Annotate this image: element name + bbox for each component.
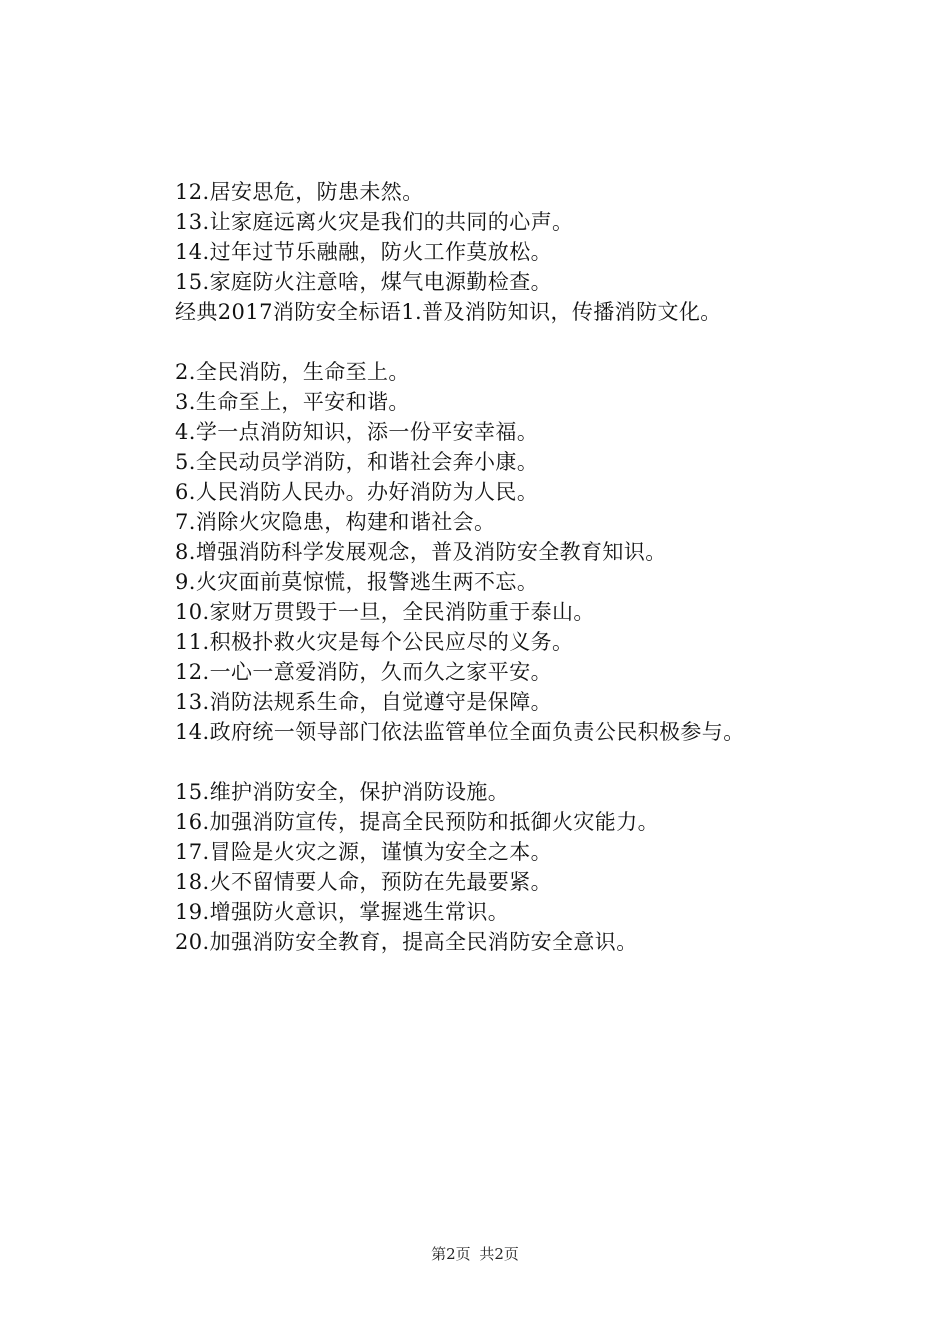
paragraph-gap bbox=[175, 327, 875, 357]
text-line: 15.维护消防安全，保护消防设施。 bbox=[175, 780, 510, 804]
text-line: 11.积极扑救火灾是每个公民应尽的义务。 bbox=[175, 630, 574, 654]
text-line: 12.居安思危，防患未然。 bbox=[175, 180, 424, 204]
text-line: 20.加强消防安全教育，提高全民消防安全意识。 bbox=[175, 930, 638, 954]
page-footer bbox=[0, 1243, 950, 1264]
text-line: 18.火不留情要人命，预防在先最要紧。 bbox=[175, 870, 552, 894]
text-line: 9.火灾面前莫惊慌，报警逃生两不忘。 bbox=[175, 570, 539, 594]
text-line: 经典2017消防安全标语1.普及消防知识，传播消防文化。 bbox=[175, 300, 722, 324]
text-line: 13.让家庭远离火灾是我们的共同的心声。 bbox=[175, 210, 574, 234]
text-line: 13.消防法规系生命，自觉遵守是保障。 bbox=[175, 690, 552, 714]
text-line: 4.学一点消防知识，添一份平安幸福。 bbox=[175, 420, 539, 444]
paragraph-gap bbox=[175, 747, 875, 777]
document-body bbox=[175, 177, 875, 957]
text-line: 5.全民动员学消防，和谐社会奔小康。 bbox=[175, 450, 539, 474]
text-line: 10.家财万贯毁于一旦，全民消防重于泰山。 bbox=[175, 600, 595, 624]
text-line: 8.增强消防科学发展观念，普及消防安全教育知识。 bbox=[175, 540, 667, 564]
text-line: 3.生命至上，平安和谐。 bbox=[175, 390, 410, 414]
text-line: 16.加强消防宣传，提高全民预防和抵御火灾能力。 bbox=[175, 810, 659, 834]
text-line: 6.人民消防人民办。办好消防为人民。 bbox=[175, 480, 539, 504]
text-line: 2.全民消防，生命至上。 bbox=[175, 360, 410, 384]
text-line: 14.政府统一领导部门依法监管单位全面负责公民积极参与。 bbox=[175, 720, 745, 744]
page-total: 共2页 bbox=[479, 1245, 519, 1263]
page-number: 第2页 bbox=[431, 1245, 471, 1263]
text-line: 19.增强防火意识，掌握逃生常识。 bbox=[175, 900, 510, 924]
text-line: 14.过年过节乐融融，防火工作莫放松。 bbox=[175, 240, 552, 264]
text-line: 7.消除火灾隐患，构建和谐社会。 bbox=[175, 510, 496, 534]
text-line: 15.家庭防火注意啥，煤气电源勤检查。 bbox=[175, 270, 552, 294]
text-line: 12.一心一意爱消防，久而久之家平安。 bbox=[175, 660, 552, 684]
text-line: 17.冒险是火灾之源，谨慎为安全之本。 bbox=[175, 840, 552, 864]
